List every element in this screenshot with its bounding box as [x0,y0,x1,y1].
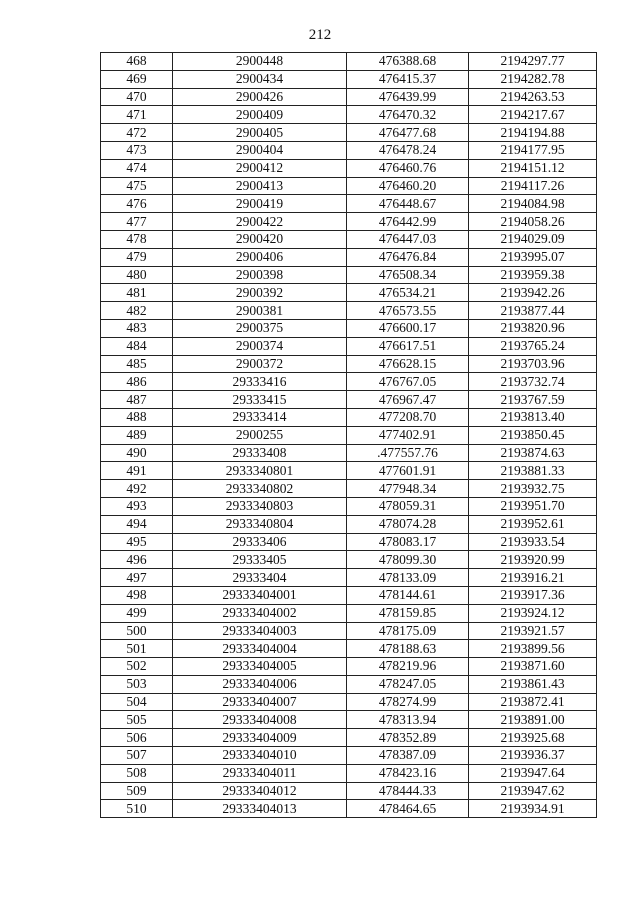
y-coordinate-cell: 2193891.00 [469,711,597,729]
point-number-cell: 503 [101,675,173,693]
point-id-cell: 2900372 [173,355,347,373]
x-coordinate-cell: 476476.84 [347,248,469,266]
point-number-cell: 508 [101,764,173,782]
y-coordinate-cell: 2193877.44 [469,302,597,320]
y-coordinate-cell: 2193951.70 [469,497,597,515]
point-id-cell: 29333414 [173,408,347,426]
point-id-cell: 2900419 [173,195,347,213]
y-coordinate-cell: 2193920.99 [469,551,597,569]
x-coordinate-cell: 476442.99 [347,213,469,231]
table-row [101,569,597,587]
x-coordinate-cell: 478464.65 [347,800,469,818]
point-number-cell: 505 [101,711,173,729]
point-id-cell: 29333404004 [173,640,347,658]
x-coordinate-cell: 478099.30 [347,551,469,569]
x-coordinate-cell: 477601.91 [347,462,469,480]
point-id-cell: 29333408 [173,444,347,462]
point-number-cell: 488 [101,408,173,426]
x-coordinate-cell: 476388.68 [347,53,469,71]
point-number-cell: 477 [101,213,173,231]
point-number-cell: 470 [101,88,173,106]
table-row [101,408,597,426]
table-row [101,53,597,71]
coordinates-table [100,52,597,818]
table-row [101,533,597,551]
x-coordinate-cell: 476767.05 [347,373,469,391]
point-number-cell: 510 [101,800,173,818]
table-row [101,462,597,480]
table-row [101,782,597,800]
point-number-cell: 475 [101,177,173,195]
point-id-cell: 2933340801 [173,462,347,480]
y-coordinate-cell: 2193899.56 [469,640,597,658]
x-coordinate-cell: 477948.34 [347,480,469,498]
x-coordinate-cell: 476967.47 [347,391,469,409]
y-coordinate-cell: 2194297.77 [469,53,597,71]
y-coordinate-cell: 2193925.68 [469,729,597,747]
x-coordinate-cell: 476470.32 [347,106,469,124]
point-number-cell: 490 [101,444,173,462]
table-row [101,106,597,124]
point-number-cell: 487 [101,391,173,409]
x-coordinate-cell: 478247.05 [347,675,469,693]
x-coordinate-cell: 476439.99 [347,88,469,106]
table-row [101,319,597,337]
point-number-cell: 506 [101,729,173,747]
table-row [101,355,597,373]
table-row [101,747,597,765]
x-coordinate-cell: 478313.94 [347,711,469,729]
x-coordinate-cell: 476508.34 [347,266,469,284]
point-number-cell: 483 [101,319,173,337]
x-coordinate-cell: 476460.20 [347,177,469,195]
x-coordinate-cell: 478352.89 [347,729,469,747]
point-id-cell: 29333404010 [173,747,347,765]
point-number-cell: 469 [101,70,173,88]
table-row [101,622,597,640]
x-coordinate-cell: 476478.24 [347,141,469,159]
point-number-cell: 500 [101,622,173,640]
y-coordinate-cell: 2193995.07 [469,248,597,266]
y-coordinate-cell: 2194263.53 [469,88,597,106]
point-id-cell: 29333415 [173,391,347,409]
x-coordinate-cell: 478219.96 [347,658,469,676]
point-number-cell: 484 [101,337,173,355]
point-number-cell: 479 [101,248,173,266]
point-id-cell: 29333416 [173,373,347,391]
point-id-cell: 2900404 [173,141,347,159]
y-coordinate-cell: 2193917.36 [469,586,597,604]
y-coordinate-cell: 2194084.98 [469,195,597,213]
point-id-cell: 2933340803 [173,497,347,515]
x-coordinate-cell: 476600.17 [347,319,469,337]
point-number-cell: 472 [101,124,173,142]
point-number-cell: 476 [101,195,173,213]
point-number-cell: 504 [101,693,173,711]
x-coordinate-cell: 476415.37 [347,70,469,88]
table-row [101,675,597,693]
point-id-cell: 2900398 [173,266,347,284]
point-id-cell: 29333404009 [173,729,347,747]
y-coordinate-cell: 2193947.62 [469,782,597,800]
point-number-cell: 494 [101,515,173,533]
table-row [101,497,597,515]
coordinates-table-body [101,53,597,818]
table-row [101,640,597,658]
point-id-cell: 29333404002 [173,604,347,622]
point-number-cell: 507 [101,747,173,765]
point-id-cell: 2900381 [173,302,347,320]
table-row [101,800,597,818]
y-coordinate-cell: 2194029.09 [469,230,597,248]
y-coordinate-cell: 2193813.40 [469,408,597,426]
y-coordinate-cell: 2193767.59 [469,391,597,409]
point-number-cell: 498 [101,586,173,604]
point-id-cell: 2933340804 [173,515,347,533]
point-id-cell: 29333404003 [173,622,347,640]
x-coordinate-cell: 478059.31 [347,497,469,515]
table-row [101,764,597,782]
point-number-cell: 489 [101,426,173,444]
table-row [101,177,597,195]
point-number-cell: 485 [101,355,173,373]
point-id-cell: 2900426 [173,88,347,106]
point-id-cell: 29333404006 [173,675,347,693]
y-coordinate-cell: 2193921.57 [469,622,597,640]
table-row [101,373,597,391]
table-row [101,337,597,355]
point-id-cell: 2900409 [173,106,347,124]
y-coordinate-cell: 2193861.43 [469,675,597,693]
y-coordinate-cell: 2193934.91 [469,800,597,818]
point-id-cell: 2900405 [173,124,347,142]
point-id-cell: 2900448 [173,53,347,71]
point-number-cell: 493 [101,497,173,515]
point-number-cell: 486 [101,373,173,391]
table-row [101,124,597,142]
point-id-cell: 29333404013 [173,800,347,818]
point-id-cell: 2900375 [173,319,347,337]
x-coordinate-cell: 478175.09 [347,622,469,640]
point-id-cell: 2900434 [173,70,347,88]
y-coordinate-cell: 2194217.67 [469,106,597,124]
point-number-cell: 509 [101,782,173,800]
table-row [101,426,597,444]
table-row [101,391,597,409]
table-row [101,230,597,248]
x-coordinate-cell: 478444.33 [347,782,469,800]
point-number-cell: 478 [101,230,173,248]
table-row [101,711,597,729]
point-number-cell: 495 [101,533,173,551]
y-coordinate-cell: 2193947.64 [469,764,597,782]
table-row [101,480,597,498]
table-row [101,70,597,88]
point-number-cell: 491 [101,462,173,480]
point-number-cell: 497 [101,569,173,587]
y-coordinate-cell: 2193924.12 [469,604,597,622]
point-number-cell: 481 [101,284,173,302]
y-coordinate-cell: 2193820.96 [469,319,597,337]
y-coordinate-cell: 2193871.60 [469,658,597,676]
point-number-cell: 474 [101,159,173,177]
point-id-cell: 2900255 [173,426,347,444]
point-id-cell: 29333404007 [173,693,347,711]
table-row [101,658,597,676]
table-row [101,604,597,622]
x-coordinate-cell: 478188.63 [347,640,469,658]
point-id-cell: 29333404001 [173,586,347,604]
y-coordinate-cell: 2193936.37 [469,747,597,765]
x-coordinate-cell: 478074.28 [347,515,469,533]
point-number-cell: 501 [101,640,173,658]
table-row [101,302,597,320]
table-row [101,248,597,266]
y-coordinate-cell: 2194282.78 [469,70,597,88]
point-id-cell: 2900374 [173,337,347,355]
y-coordinate-cell: 2194117.26 [469,177,597,195]
x-coordinate-cell: 478274.99 [347,693,469,711]
table-row [101,159,597,177]
y-coordinate-cell: 2193959.38 [469,266,597,284]
y-coordinate-cell: 2193933.54 [469,533,597,551]
point-id-cell: 29333404012 [173,782,347,800]
y-coordinate-cell: 2193932.75 [469,480,597,498]
y-coordinate-cell: 2194058.26 [469,213,597,231]
point-number-cell: 496 [101,551,173,569]
page-number: 212 [308,27,332,43]
x-coordinate-cell: 477208.70 [347,408,469,426]
x-coordinate-cell: 478387.09 [347,747,469,765]
y-coordinate-cell: 2193874.63 [469,444,597,462]
point-id-cell: 29333404 [173,569,347,587]
x-coordinate-cell: 476573.55 [347,302,469,320]
x-coordinate-cell: 476617.51 [347,337,469,355]
point-id-cell: 2900392 [173,284,347,302]
point-id-cell: 29333404005 [173,658,347,676]
point-id-cell: 29333406 [173,533,347,551]
y-coordinate-cell: 2194177.95 [469,141,597,159]
x-coordinate-cell: 478144.61 [347,586,469,604]
x-coordinate-cell: 476448.67 [347,195,469,213]
table-row [101,729,597,747]
x-coordinate-cell: 477402.91 [347,426,469,444]
table-row [101,266,597,284]
x-coordinate-cell: .477557.76 [347,444,469,462]
x-coordinate-cell: 476477.68 [347,124,469,142]
y-coordinate-cell: 2193916.21 [469,569,597,587]
x-coordinate-cell: 476460.76 [347,159,469,177]
y-coordinate-cell: 2194194.88 [469,124,597,142]
x-coordinate-cell: 478159.85 [347,604,469,622]
y-coordinate-cell: 2193942.26 [469,284,597,302]
y-coordinate-cell: 2193732.74 [469,373,597,391]
y-coordinate-cell: 2193952.61 [469,515,597,533]
table-row [101,213,597,231]
point-id-cell: 2900412 [173,159,347,177]
x-coordinate-cell: 478083.17 [347,533,469,551]
point-id-cell: 2933340802 [173,480,347,498]
point-number-cell: 480 [101,266,173,284]
table-row [101,444,597,462]
point-id-cell: 29333404011 [173,764,347,782]
point-number-cell: 468 [101,53,173,71]
point-number-cell: 473 [101,141,173,159]
table-row [101,195,597,213]
y-coordinate-cell: 2193765.24 [469,337,597,355]
point-number-cell: 502 [101,658,173,676]
x-coordinate-cell: 478423.16 [347,764,469,782]
point-id-cell: 29333405 [173,551,347,569]
x-coordinate-cell: 476628.15 [347,355,469,373]
point-number-cell: 471 [101,106,173,124]
y-coordinate-cell: 2193850.45 [469,426,597,444]
table-row [101,88,597,106]
point-id-cell: 2900422 [173,213,347,231]
point-number-cell: 482 [101,302,173,320]
x-coordinate-cell: 476534.21 [347,284,469,302]
table-row [101,551,597,569]
point-id-cell: 29333404008 [173,711,347,729]
point-number-cell: 492 [101,480,173,498]
point-number-cell: 499 [101,604,173,622]
point-id-cell: 2900413 [173,177,347,195]
point-id-cell: 2900406 [173,248,347,266]
y-coordinate-cell: 2193872.41 [469,693,597,711]
y-coordinate-cell: 2194151.12 [469,159,597,177]
table-row [101,693,597,711]
x-coordinate-cell: 478133.09 [347,569,469,587]
x-coordinate-cell: 476447.03 [347,230,469,248]
table-row [101,141,597,159]
table-row [101,515,597,533]
y-coordinate-cell: 2193881.33 [469,462,597,480]
point-id-cell: 2900420 [173,230,347,248]
y-coordinate-cell: 2193703.96 [469,355,597,373]
table-row [101,586,597,604]
table-row [101,284,597,302]
